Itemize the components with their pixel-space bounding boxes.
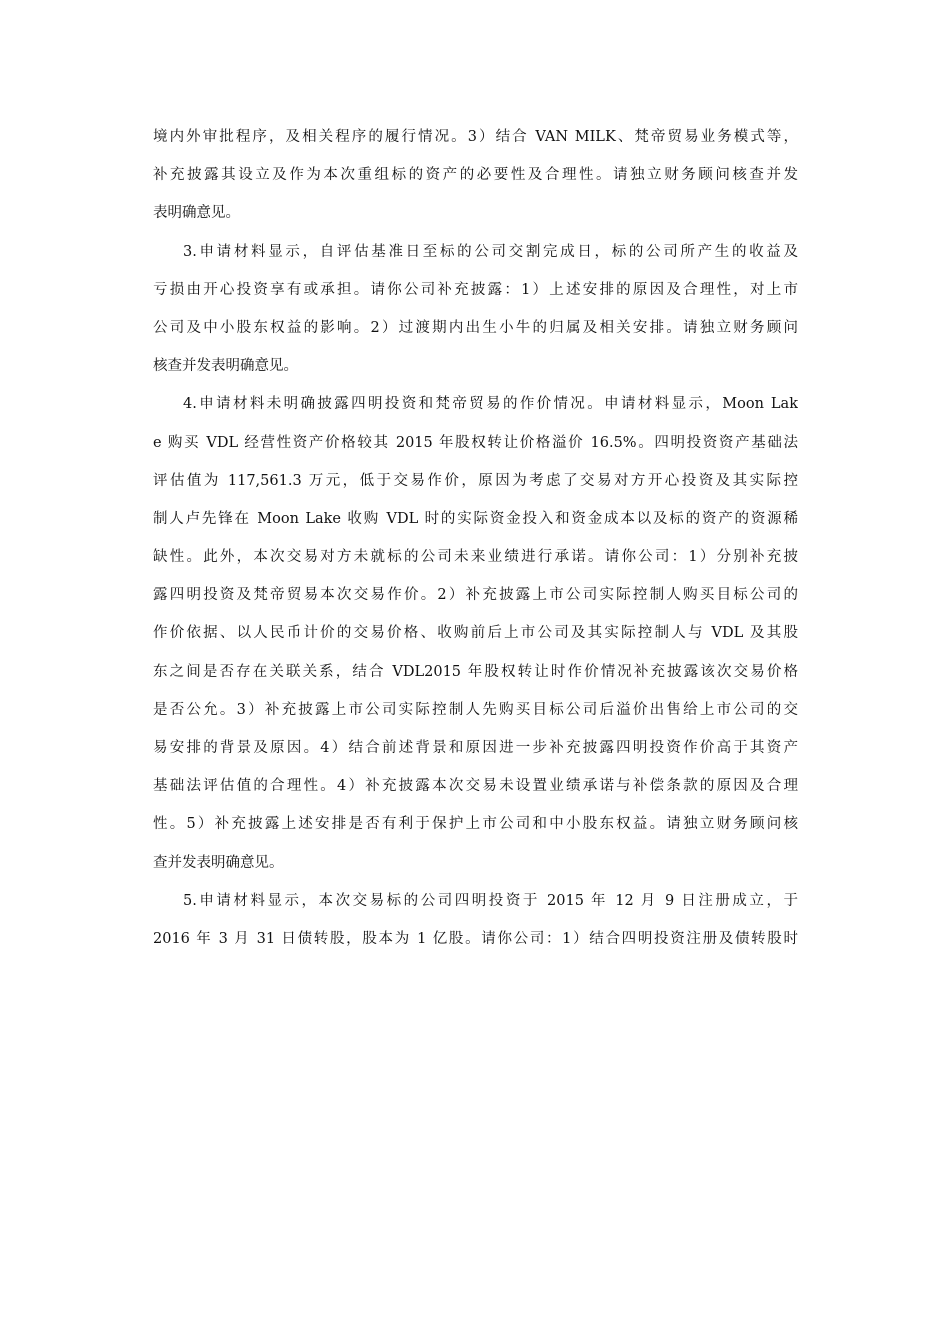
text-line: 境内外审批程序，及相关程序的履行情况。3）结合 VAN MILK、梵帝贸易业务模式等，: [153, 129, 798, 145]
text-line: 3.申请材料显示，自评估基准日至标的公司交割完成日，标的公司所产生的收益及: [183, 243, 798, 260]
text-line: 露四明投资及梵帝贸易本次交易作价。2）补充披露上市公司实际控制人购买目标公司的: [153, 587, 798, 604]
text-line: 补充披露其设立及作为本次重组标的资产的必要性及合理性。请独立财务顾问核查并发: [153, 167, 798, 184]
text-line: e 购买 VDL 经营性资产价格较其 2015 年股权转让价格溢价 16.5%。四明投资资产基础法: [153, 434, 798, 451]
text-line: 表明确意见。: [153, 205, 240, 222]
text-line: 东之间是否存在关联关系，结合 VDL2015 年股权转让时作价情况补充披露该次交易价格: [153, 663, 798, 680]
text-line: 亏损由开心投资享有或承担。请你公司补充披露：1）上述安排的原因及合理性，对上市: [153, 281, 798, 298]
text-line: 评估值为 117,561.3 万元，低于交易作价，原因为考虑了交易对方开心投资及其实际控: [153, 472, 798, 489]
text-line: 公司及中小股东权益的影响。2）过渡期内出生小牛的归属及相关安排。请独立财务顾问: [153, 319, 798, 336]
text-line: 性。5）补充披露上述安排是否有利于保护上市公司和中小股东权益。请独立财务顾问核: [153, 816, 798, 833]
text-line: 易安排的背景及原因。4）结合前述背景和原因进一步补充披露四明投资作价高于其资产: [153, 740, 798, 756]
text-line: 缺性。此外，本次交易对方未就标的公司未来业绩进行承诺。请你公司：1）分别补充披: [153, 549, 798, 566]
text-line: 查并发表明确意见。: [153, 854, 284, 871]
text-line: 核查并发表明确意见。: [153, 358, 298, 375]
text-line: 4.申请材料未明确披露四明投资和梵帝贸易的作价情况。申请材料显示，Moon Lak: [183, 396, 798, 413]
text-line: 基础法评估值的合理性。4）补充披露本次交易未设置业绩承诺与补偿条款的原因及合理: [153, 778, 798, 795]
text-line: 是否公允。3）补充披露上市公司实际控制人先购买目标公司后溢价出售给上市公司的交: [153, 701, 798, 718]
text-line: 作价依据、以人民币计价的交易价格、收购前后上市公司及其实际控制人与 VDL 及其股: [153, 625, 798, 642]
text-line: 2016 年 3 月 31 日债转股，股本为 1 亿股。请你公司：1）结合四明投资注册及债转股时: [153, 930, 798, 947]
text-line: 5.申请材料显示，本次交易标的公司四明投资于 2015 年 12 月 9 日注册成立，于: [183, 892, 798, 909]
document-body: [153, 118, 798, 958]
text-line: 制人卢先锋在 Moon Lake 收购 VDL 时的实际资金投入和资金成本以及标的资产的资源稀: [153, 510, 798, 527]
